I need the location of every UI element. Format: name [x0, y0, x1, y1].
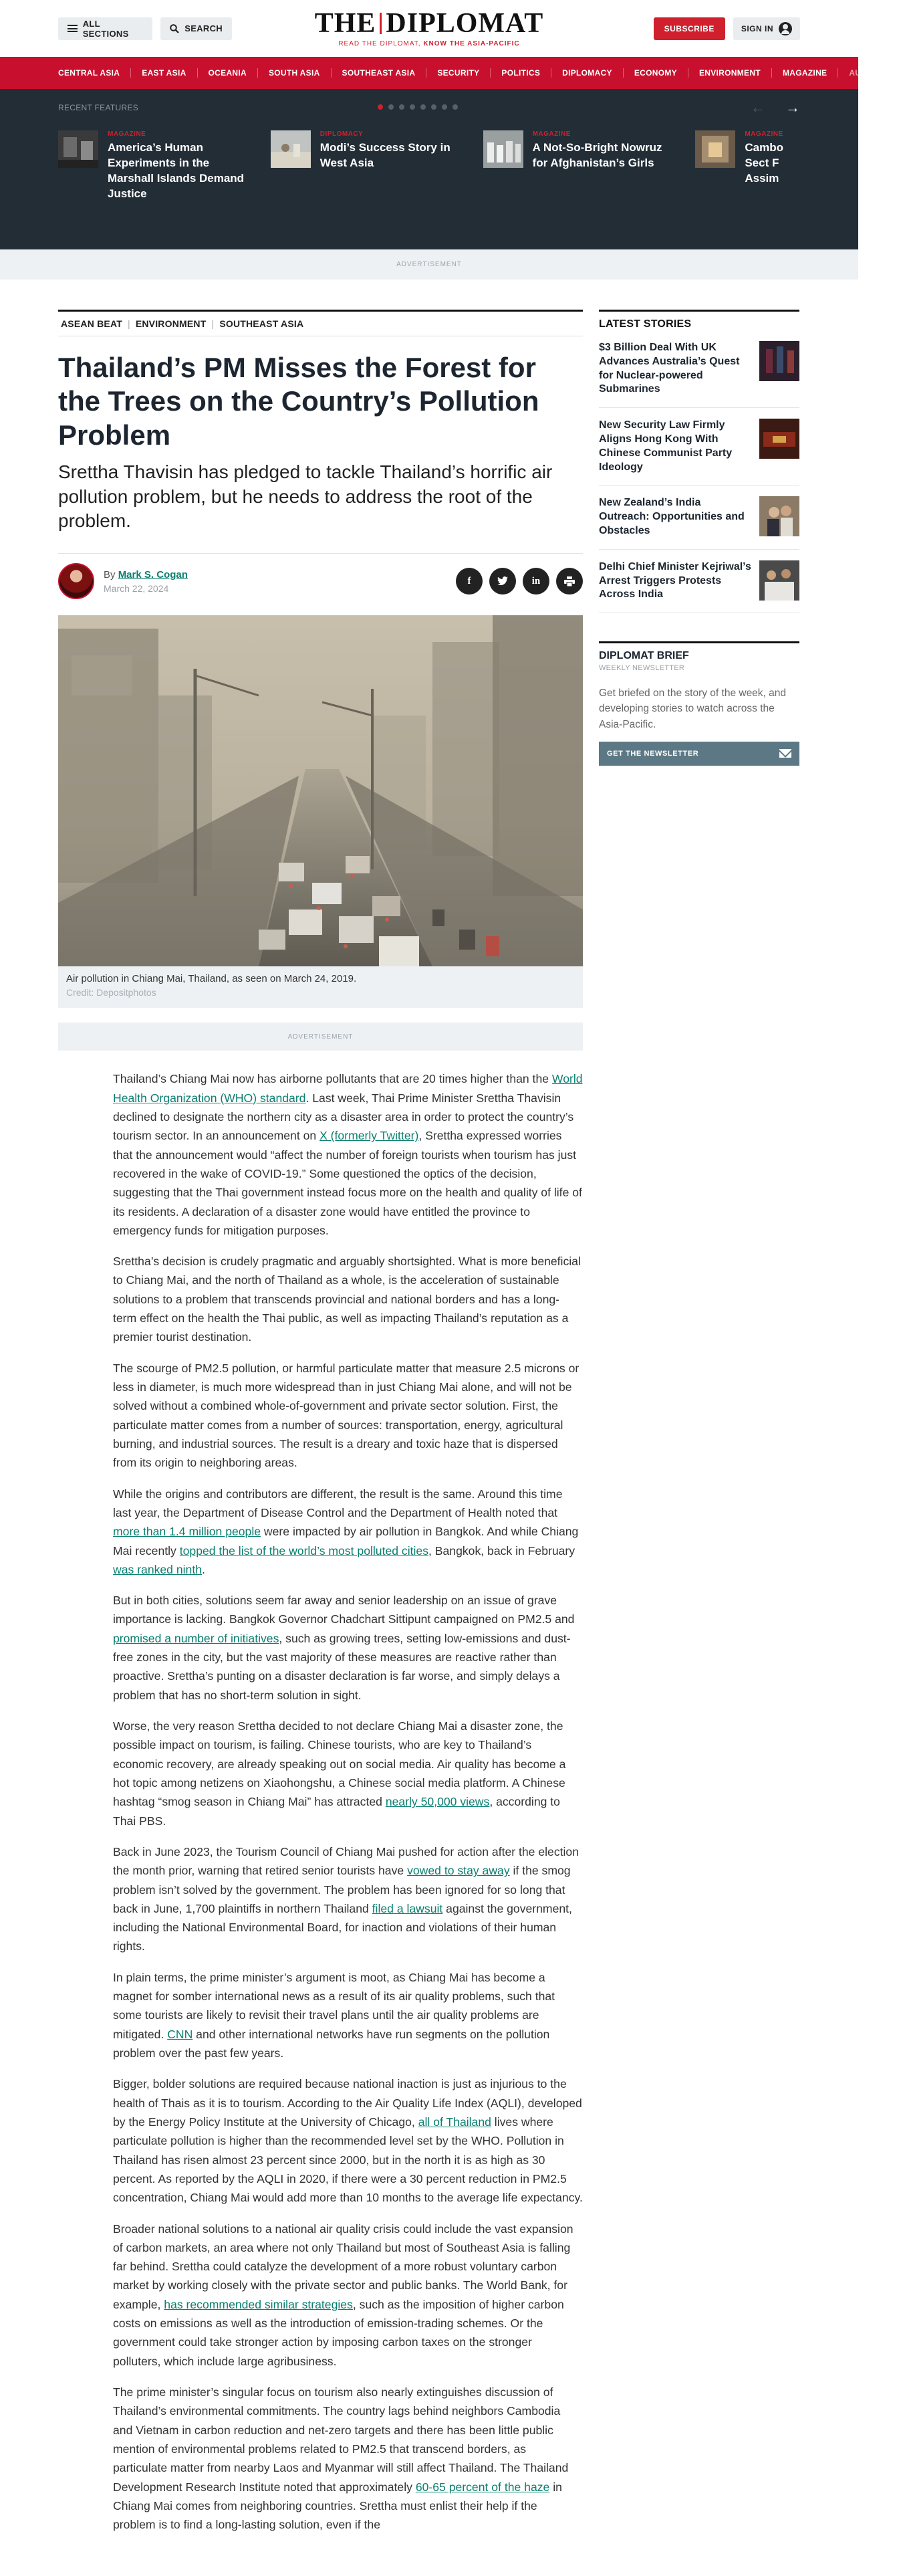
paragraph-text: , Bangkok, back in February [428, 1543, 575, 1558]
paragraph-text: The prime minister’s singular focus on tourism also nearly extinguishes discussion of Thailand’s environmental commitments. The country lags behind neighbors Cambodia and Vietnam in carbon reduction and net-zero targets and there has been little public mention of environmental problems related to PM2.5 that transcend borders, as particulate matter from nearby Laos and Myanmar will still affect Thailand. The Thailand Development Research Institute noted that approximately [113, 2385, 569, 2494]
feature-title: America’s Human Experiments in the Marshall Islands Demand Justice [108, 141, 245, 200]
carousel-dot[interactable] [378, 104, 383, 110]
caption-credit: Credit: Depositphotos [66, 987, 156, 998]
user-icon [779, 22, 792, 35]
nav-item-central-asia[interactable]: CENTRAL ASIA [58, 68, 131, 78]
article-paragraph [113, 1717, 583, 1830]
feature-category: MAGAZINE [745, 130, 783, 138]
latest-story[interactable] [599, 550, 799, 613]
nav-item-politics[interactable]: POLITICS [501, 68, 551, 78]
paragraph-text: if the smog problem isn’t solved by the government. The problem has been ignored for so long that back in June, 1,700 plaintiffs in northern Thailand [113, 1864, 571, 1915]
paragraph-text: Srettha’s decision is crudely pragmatic and arguably shortsighted. What is more beneficial to Chiang Mai, and the north of Thailand as a whole, is the acceleration of sustainable solutions to a problem that transcends provincial and national borders and has a long-term effect on the health the Thai public, as well as impacting Thailand’s reputation as a premier tourist destination. [113, 1255, 581, 1344]
feature-category: MAGAZINE [108, 130, 146, 138]
carousel-dots [378, 104, 458, 110]
logo-divider [380, 13, 382, 34]
nav-item-diplomacy[interactable]: DIPLOMACY [562, 68, 624, 78]
latest-story-title[interactable]: Delhi Chief Minister Kejriwal’s Arrest Triggers Protests Across India [599, 560, 751, 601]
newsletter-title: DIPLOMAT BRIEF [599, 650, 689, 662]
article-paragraph [113, 2220, 583, 2371]
article-paragraph [113, 1591, 583, 1705]
carousel-dot[interactable] [410, 104, 415, 110]
paragraph-text: Worse, the very reason Srettha decided to not declare Chiang Mai a disaster zone, the possible impact on tourism, is failing. Chinese tourists, who are key to Thailand’s economic recovery, are already speaking out on social media. Air quality has become a hot topic among netizens on Xiaohongshu, a Chinese social media platform. A Chinese hashtag “smog season in Chiang Mai” has attracted [113, 1719, 566, 1809]
carousel-arrows [751, 99, 800, 116]
tagline-b: KNOW THE ASIA-PACIFIC [423, 40, 520, 47]
site-header [0, 0, 858, 57]
latest-story-thumbnail[interactable] [759, 341, 799, 381]
inline-link[interactable]: CNN [167, 2027, 193, 2041]
paragraph-text: But in both cities, solutions seem far away and senior leadership on an issue of grave importance is lacking. Bangkok Governor Chadchart Sittipunt campaigned on PM2.5 and [113, 1594, 575, 1626]
article-body [58, 1069, 583, 2534]
article-paragraph [113, 1359, 583, 1473]
tagline-a: READ THE DIPLOMAT, [338, 40, 421, 47]
recent-features [0, 89, 858, 249]
carousel-dot[interactable] [453, 104, 458, 110]
subscribe-button[interactable]: SUBSCRIBE [654, 17, 725, 40]
paragraph-text: In plain terms, the prime minister’s argument is moot, as Chiang Mai has become a magnet for somber international news as a result of its air quality problems, such that some tourists are likely to revisit their travel plans until the air quality problems are mitigated. [113, 1970, 555, 2041]
nav-item-economy[interactable]: ECONOMY [634, 68, 688, 78]
feature-title: Modi’s Success Story in West Asia [319, 141, 450, 169]
arrow-right-icon[interactable]: → [785, 99, 800, 116]
nav-item-environment[interactable]: ENVIRONMENT [699, 68, 772, 78]
feature-thumbnail [695, 130, 735, 168]
breadcrumb-environment[interactable]: ENVIRONMENT [135, 318, 207, 329]
paragraph-text: While the origins and contributors are different, the result is the same. Around this time last year, the Department of Disease Control and the Department of Health noted that [113, 1487, 563, 1519]
newsletter-subtitle: WEEKLY NEWSLETTER [599, 664, 685, 673]
paragraph-text: against the government, including the National Environmental Board, for inaction and violations of their human rights. [113, 1901, 572, 1953]
menu-icon [68, 25, 78, 32]
nav-item-east-asia[interactable]: EAST ASIA [142, 68, 197, 78]
inline-link[interactable]: topped the list of the world’s most polluted cities [179, 1543, 429, 1558]
paragraph-text: , such as the imposition of higher carbon costs on emissions as well as the introduction of emission-trading schemes. Or the government could take stronger action by imposing carbon taxes on the stronger polluters, which include large agribusiness. [113, 2297, 564, 2368]
site-logo[interactable] [315, 9, 544, 47]
search-icon [170, 24, 179, 33]
caption-text: Air pollution in Chiang Mai, Thailand, as seen on March 24, 2019. [66, 973, 357, 985]
newsletter-description: Get briefed on the story of the week, and developing stories to watch across the Asia-Pacific. [599, 687, 787, 730]
article-paragraph [113, 2074, 583, 2207]
feature-card[interactable] [58, 130, 255, 202]
paragraph-text: The scourge of PM2.5 pollution, or harmful particulate matter that measure 2.5 microns or less in diameter, is much more widespread than in just Chiang Mai alone, and will not be solved without a combined whole-of-government and private sector solution. First, the particulate matter comes from a number of sources: transportation, energy, agricultural burning, and industrial sources. The result is a dreary and toxic haze that is dispersed from its origin to neighboring areas. [113, 1361, 580, 1470]
inline-link[interactable]: more than 1.4 million people [113, 1525, 261, 1539]
nav-item-security[interactable]: SECURITY [437, 68, 491, 78]
share-buttons [456, 568, 583, 595]
publish-date: March 22, 2024 [104, 582, 169, 594]
nav-item-magazine[interactable]: MAGAZINE [783, 68, 838, 78]
carousel-dot[interactable] [420, 104, 426, 110]
paragraph-text: . Last week, Thai Prime Minister Srettha Thavisin declined to designate the northern city as a disaster area in order to protect the country’s tourism sector. In an announcement on [113, 1091, 574, 1143]
author-line: By Mark S. Cogan [104, 568, 188, 580]
breadcrumb-separator: | [127, 318, 130, 329]
logo-the: THE [314, 8, 376, 39]
nav-item-oceania[interactable]: OCEANIA [209, 68, 258, 78]
get-newsletter-button[interactable]: GET THE NEWSLETTER [599, 742, 799, 766]
paragraph-text: Bigger, bolder solutions are required because national inaction is just as injurious to the health of Thais as it is to tourism. According to the Air Quality Life Index (AQLI), developed by the Energy Policy Institute at the University of Chicago, [113, 2077, 582, 2129]
breadcrumb-asean-beat[interactable]: ASEAN BEAT [61, 318, 122, 329]
feature-card[interactable] [695, 130, 800, 202]
logo-diplomat: DIPLOMAT [386, 8, 544, 39]
print-icon[interactable] [556, 568, 583, 595]
paragraph-text: Back in June 2023, the Tourism Council of Chiang Mai pushed for action after the election the month prior, warning that retired senior tourists have [113, 1844, 579, 1878]
sign-in-button[interactable]: SIGN IN [733, 17, 800, 40]
mail-icon [779, 749, 791, 758]
latest-story-thumbnail[interactable] [759, 419, 799, 459]
latest-story-title[interactable]: New Zealand’s India Outreach: Opportunities and Obstacles [599, 497, 745, 536]
smoggy-street-photo [58, 615, 583, 966]
nav-item-south-asia[interactable]: SOUTH ASIA [269, 68, 332, 78]
paragraph-text: in Chiang Mai comes from neighboring countries. Srettha must enlist their help if the problem is to find a long-lasting solution, even if the [113, 2480, 562, 2532]
paragraph-text: , Srettha expressed worries that the announcement would “affect the number of foreign tourists when tourism has just recovered in the wake of COVID-19.” Some questioned the optics of the decision, suggesting that the Thai government instead focus more on the health and quality of life of its residents. A declaration of a disaster zone would have entitled the province to emergency funds for mitigation purposes. [113, 1129, 582, 1237]
section-nav [0, 57, 890, 89]
latest-story-title[interactable]: $3 Billion Deal With UK Advances Australia’s Quest for Nuclear-powered Submarines [599, 342, 740, 395]
paragraph-text: . [202, 1562, 205, 1576]
author-avatar[interactable] [58, 563, 94, 599]
inline-link[interactable]: filed a lawsuit [372, 1901, 443, 1915]
paragraph-text: , such as growing trees, setting low-emissions and dust-free zones in the city, but the vast majority of these measures are reactive rather than proactive. Srettha’s punting on a disaster declaration is far worse, and simply delays a problem that has no short-term solution in sight. [113, 1631, 571, 1702]
article [58, 310, 583, 2547]
paragraph-text: Thailand’s Chiang Mai now has airborne pollutants that are 20 times higher than the [113, 1072, 552, 1086]
feature-card[interactable] [271, 130, 467, 202]
latest-story[interactable] [599, 486, 799, 549]
paragraph-text: and other international networks have run segments on the pollution problem over the past few years. [113, 2027, 550, 2060]
byline [58, 553, 583, 599]
author-block [58, 563, 188, 599]
header-right [626, 17, 800, 40]
breadcrumb [58, 310, 583, 336]
search-button[interactable]: SEARCH [160, 17, 232, 40]
hero-image [58, 615, 583, 966]
latest-story-thumbnail[interactable] [759, 560, 799, 601]
feature-category: MAGAZINE [532, 130, 571, 138]
inline-link[interactable]: X (formerly Twitter) [319, 1129, 419, 1143]
feature-category: DIPLOMACY [319, 130, 364, 138]
breadcrumb-separator: | [211, 318, 215, 329]
article-paragraph [113, 1842, 583, 1956]
feature-thumbnail [271, 130, 311, 168]
latest-story-title[interactable]: New Security Law Firmly Aligns Hong Kong With Chinese Communist Party Ideology [599, 419, 733, 473]
paragraph-text: lives where particulate pollution is higher than the recommended level set by the WHO. Pollution in Thailand has risen almost 23 percent since 2000, but in the north it is as high as 30 percent. As reported by the AQLI in 2020, if there were a 30 percent reduction in PM2.5 concentration, Chiang Mai would add more than 10 months to the average life expectancy. [113, 2115, 583, 2205]
newsletter-box [599, 641, 799, 766]
header-left [58, 17, 232, 40]
linkedin-icon[interactable]: in [523, 568, 549, 595]
advertisement-banner: ADVERTISEMENT [0, 249, 858, 280]
carousel-dot[interactable] [442, 104, 447, 110]
article-paragraph [113, 2383, 583, 2535]
paragraph-text: Broader national solutions to a national air quality crisis could include the vast expansion of carbon markets, an area where not only Thailand but most of Southeast Asia is falling far behind. Srettha could catalyze the development of a more robust voluntary carbon market by working closely with the private sector and public banks. The World Bank, for example, [113, 2222, 573, 2311]
feature-thumbnail [58, 130, 98, 168]
latest-story-thumbnail[interactable] [759, 496, 799, 536]
paragraph-text: , according to Thai PBS. [113, 1795, 560, 1828]
carousel-dot[interactable] [431, 104, 436, 110]
latest-story[interactable] [599, 408, 799, 486]
carousel-dot[interactable] [399, 104, 404, 110]
latest-story[interactable] [599, 330, 799, 408]
content-wrap [0, 310, 858, 2547]
feature-title: A Not-So-Bright Nowruz for Afghanistan’s Girls [532, 141, 662, 169]
image-caption [58, 966, 583, 1008]
sidebar [599, 310, 799, 2547]
inline-link[interactable]: has recommended similar strategies [164, 2297, 353, 2311]
nav-item-authors[interactable]: AUTHORS [849, 68, 890, 78]
feature-title: Cambo Sect F Assim [745, 141, 783, 185]
feature-card[interactable] [483, 130, 680, 202]
all-sections-button[interactable]: ALL SECTIONS [58, 17, 152, 40]
arrow-left-icon[interactable]: ← [751, 99, 765, 116]
inline-link[interactable]: nearly 50,000 views [385, 1795, 490, 1809]
article-paragraph [113, 1485, 583, 1580]
inline-link[interactable]: promised a number of initiatives [113, 1631, 279, 1645]
inline-link[interactable]: World Health Organization (WHO) standard [113, 1072, 583, 1105]
paragraph-text: were impacted by air pollution in Bangkok. And while Chiang Mai recently [113, 1525, 579, 1558]
latest-stories-title: LATEST STORIES [599, 310, 799, 330]
inline-link[interactable]: was ranked ninth [113, 1562, 203, 1576]
facebook-icon[interactable]: f [456, 568, 483, 595]
article-paragraph [113, 1968, 583, 2063]
inline-link[interactable]: vowed to stay away [407, 1864, 510, 1878]
author-link[interactable]: Mark S. Cogan [118, 568, 188, 580]
article-dek: Srettha Thavisin has pledged to tackle Thailand’s horrific air pollution problem, but he needs to address the root of the problem. [58, 461, 553, 531]
article-paragraph [113, 1252, 583, 1347]
feature-thumbnail [483, 130, 523, 168]
inline-link[interactable]: all of Thailand [418, 2115, 491, 2129]
carousel-dot[interactable] [388, 104, 394, 110]
twitter-icon[interactable] [489, 568, 516, 595]
nav-item-southeast-asia[interactable]: SOUTHEAST ASIA [342, 68, 427, 78]
breadcrumb-southeast-asia[interactable]: SOUTHEAST ASIA [219, 318, 304, 329]
inline-link[interactable]: 60-65 percent of the haze [415, 2480, 550, 2494]
advertisement-inline: ADVERTISEMENT [58, 1023, 583, 1051]
article-headline: Thailand’s PM Misses the Forest for the Trees on the Country’s Pollution Problem [58, 352, 539, 451]
recent-features-label: RECENT FEATURES [58, 103, 139, 112]
article-paragraph [113, 1069, 583, 1240]
